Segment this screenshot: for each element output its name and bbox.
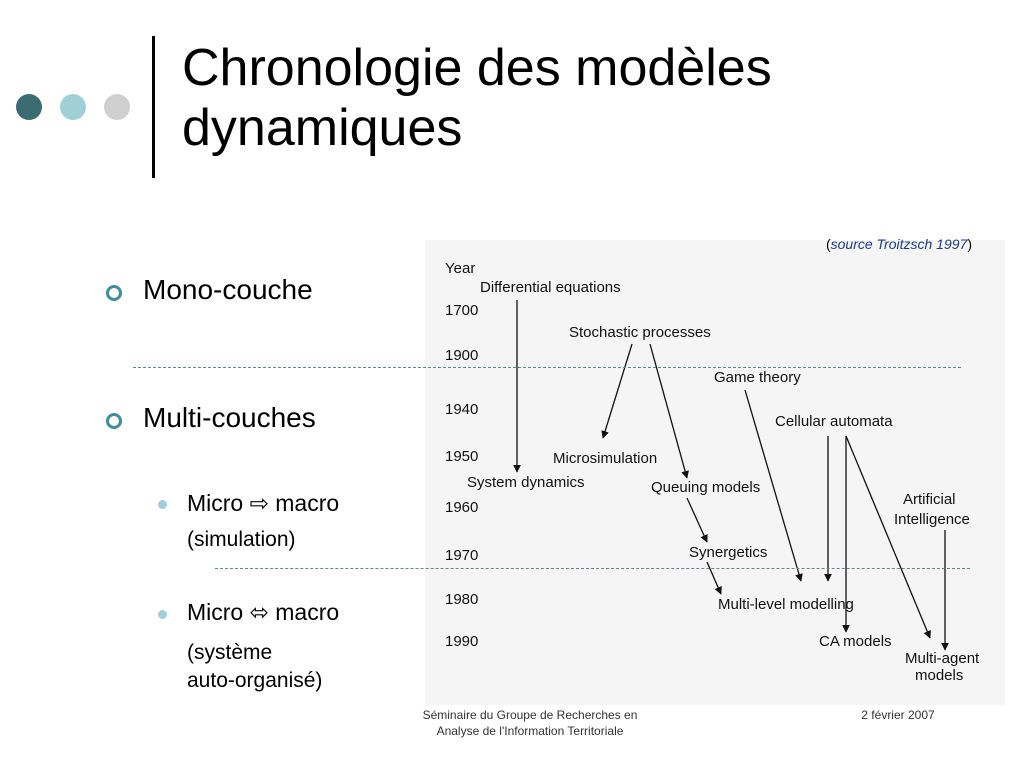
sub-bullet-dot-icon	[158, 500, 167, 509]
source-paren-open: (	[825, 236, 831, 252]
sub-bullet-micro-macro: Micro ⇨ macro	[187, 490, 340, 516]
node-artificial-intelligence-2: Intelligence	[894, 511, 970, 528]
year-header: Year	[445, 260, 476, 277]
year-label: 1970	[445, 547, 479, 564]
node-stochastic-processes: Stochastic processes	[569, 324, 711, 341]
arrow-synergetics-to-multi-level	[707, 562, 721, 594]
footer-seminar	[380, 707, 680, 739]
decor-dot-grey	[104, 94, 130, 120]
arrow-ca-to-multi-agent	[846, 436, 930, 638]
node-system-dynamics: System dynamics	[467, 474, 585, 491]
node-microsimulation: Microsimulation	[553, 450, 658, 467]
title-line-1: Chronologie des modèles	[182, 39, 772, 97]
bullet-multi-couches: Multi-couches	[143, 402, 316, 433]
dashed-separator-top	[133, 367, 961, 368]
sub-bullet-note-line-2: auto-organisé)	[187, 669, 323, 692]
year-label: 1700	[445, 302, 479, 319]
node-artificial-intelligence-1: Artificial	[903, 491, 956, 508]
source-citation: source Troitzsch 1997	[830, 236, 968, 252]
decor-dot-teal	[60, 94, 86, 120]
decor-dot-dark	[16, 94, 42, 120]
source-paren-close: )	[967, 236, 972, 252]
sub-bullet-dot-icon	[158, 610, 167, 619]
arrow-queuing-to-synergetics	[687, 498, 707, 542]
node-synergetics: Synergetics	[689, 544, 768, 561]
year-label: 1960	[445, 499, 479, 516]
title-divider	[152, 36, 155, 178]
timeline-diagram	[425, 240, 1005, 705]
page-title	[182, 38, 772, 158]
bullet-ring-icon	[106, 413, 122, 429]
figure-source	[826, 236, 972, 252]
node-queuing-models: Queuing models	[651, 479, 761, 496]
year-label: 1990	[445, 633, 479, 650]
timeline-figure	[425, 240, 1005, 705]
node-cellular-automata: Cellular automata	[775, 413, 893, 430]
footer-date: 2 février 2007	[861, 708, 935, 722]
bullet-ring-icon	[106, 285, 122, 301]
dashed-separator-bottom	[215, 568, 970, 569]
bullet-mono-couche: Mono-couche	[143, 274, 313, 305]
node-multi-agent-2: models	[915, 667, 964, 684]
node-differential-equations: Differential equations	[480, 279, 621, 296]
footer-seminar-line-2: Analyse de l'Information Territoriale	[436, 724, 624, 738]
node-game-theory: Game theory	[714, 369, 801, 386]
year-label: 1900	[445, 347, 479, 364]
sub-bullet-note-simulation: (simulation)	[187, 528, 296, 551]
arrow-stochastic-to-microsimulation	[603, 344, 632, 438]
title-line-2: dynamiques	[182, 99, 463, 157]
sub-bullet-note-line-1: (système	[187, 641, 273, 664]
sub-bullet-micro-macro-bidir: Micro ⬄ macro	[187, 599, 340, 625]
node-multi-agent-1: Multi-agent	[905, 650, 980, 667]
footer-seminar-line-1: Séminaire du Groupe de Recherches en	[422, 708, 638, 722]
year-label: 1940	[445, 401, 479, 418]
node-ca-models: CA models	[819, 633, 892, 650]
year-label: 1980	[445, 591, 479, 608]
node-multi-level-modelling: Multi-level modelling	[718, 596, 854, 613]
year-label: 1950	[445, 448, 479, 465]
